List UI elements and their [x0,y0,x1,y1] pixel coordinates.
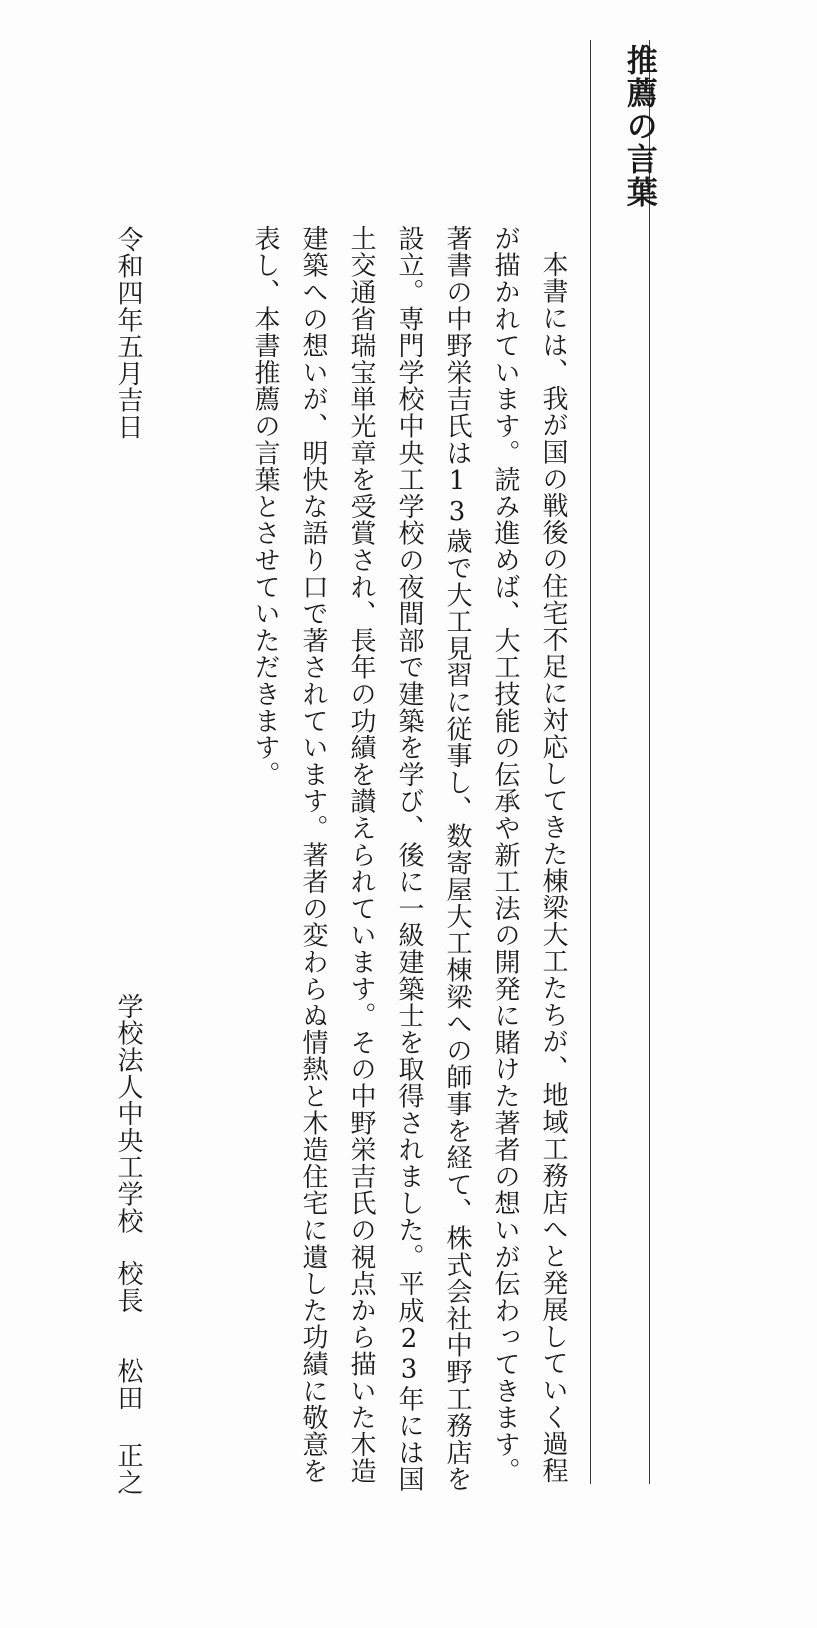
outer-vertical-rule [649,40,650,1484]
body-paragraph: 本書には、我が国の戦後の住宅不足に対応してきた棟梁大工たちが、地域工務店へと発展していく過程が描かれています。読み進めば、大工技能の伝承や新工法の開発に賭けた著者の想いが伝わってきます。著書の中野栄吉氏は13歳で大工見習に従事し、数寄屋大工棟梁への師事を経て、株式会社中野工務店を設立。専門学校中央工学校の夜間部で建築を学び、後に一級建築士を取得されました。平成23年には国土交通省瑞宝単光章を受賞され、長年の功績を讃えられています。その中野栄吉氏の視点から描いた木造建築への想いが、明快な語り口で著されています。著者の変わらぬ情熱と木造住宅に遺した功績に敬意を表し、本書推薦の言葉とさせていただきます。 [250,225,568,1493]
signature-organization: 学校法人中央工学校 [113,993,143,1235]
signature-position: 校長 [113,1260,143,1314]
page-title: 推薦の言葉 [620,44,657,209]
date-line: 令和四年五月吉日 [113,226,143,441]
signature-line [110,993,146,1496]
inner-vertical-rule [590,40,591,1484]
signature-name: 松田 正之 [113,1357,143,1496]
